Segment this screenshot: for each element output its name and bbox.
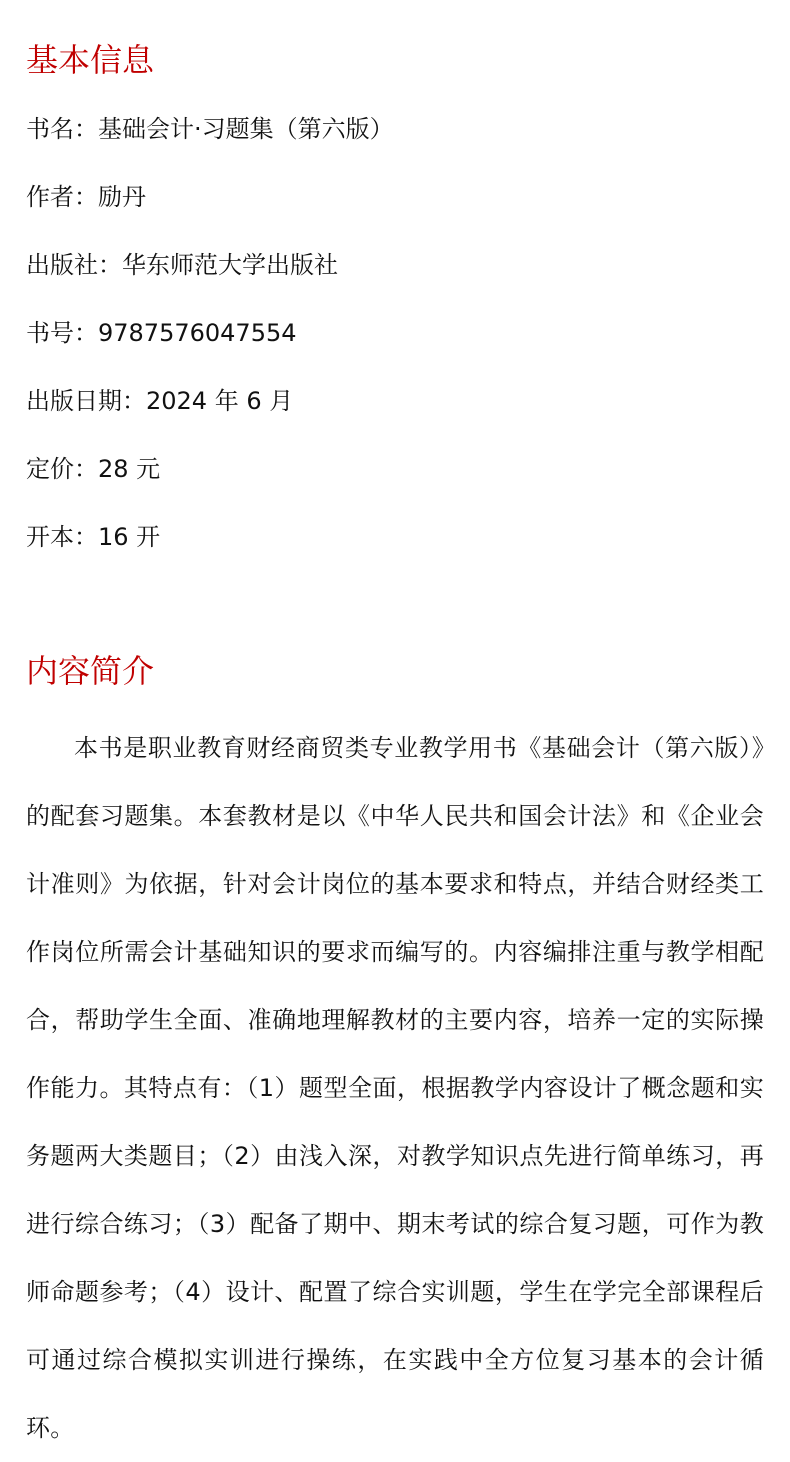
info-row-author — [26, 181, 146, 213]
info-value-title: 基础会计·习题集（第六版） — [98, 115, 394, 143]
info-row-price — [26, 453, 160, 485]
info-label-date: 出版日期： — [26, 387, 146, 415]
info-label-title: 书名： — [26, 115, 98, 143]
basic-info-heading: 基本信息 — [26, 41, 155, 79]
info-label-author: 作者： — [26, 183, 98, 211]
info-row-isbn — [26, 317, 297, 349]
info-label-isbn: 书号： — [26, 319, 98, 347]
info-label-publisher: 出版社： — [26, 251, 122, 279]
info-value-date: 2024 年 6 月 — [146, 387, 294, 415]
info-row-date — [26, 385, 293, 417]
content-intro-heading: 内容简介 — [26, 652, 155, 690]
info-value-publisher: 华东师范大学出版社 — [122, 251, 338, 279]
info-value-isbn: 9787576047554 — [98, 319, 297, 347]
info-row-title — [26, 113, 394, 145]
info-value-price: 28 元 — [98, 455, 161, 483]
info-label-format: 开本： — [26, 523, 98, 551]
info-row-format — [26, 521, 160, 553]
content-intro-paragraph: 本书是职业教育财经商贸类专业教学用书《基础会计（第六版）》的配套习题集。本套教材是以《中华人民共和国会计法》和《企业会计准则》为依据，针对会计岗位的基本要求和特点，并结合财经类工作岗位所需会计基础知识的要求而编写的。内容编排注重与教学相配合，帮助学生全面、准确地理解教材的主要内容，培养一定的实际操作能力。其特点有：（1）题型全面，根据教学内容设计了概念题和实务题两大类题目；（2）由浅入深，对教学知识点先进行简单练习，再进行综合练习；（3）配备了期中、期末考试的综合复习题，可作为教师命题参考；（4）设计、配置了综合实训题，学生在学完全部课程后可通过综合模拟实训进行操练，在实践中全方位复习基本的会计循环。 — [26, 734, 764, 1442]
info-label-price: 定价： — [26, 455, 98, 483]
info-row-publisher — [26, 249, 338, 281]
info-value-format: 16 开 — [98, 523, 161, 551]
info-value-author: 励丹 — [98, 183, 146, 211]
